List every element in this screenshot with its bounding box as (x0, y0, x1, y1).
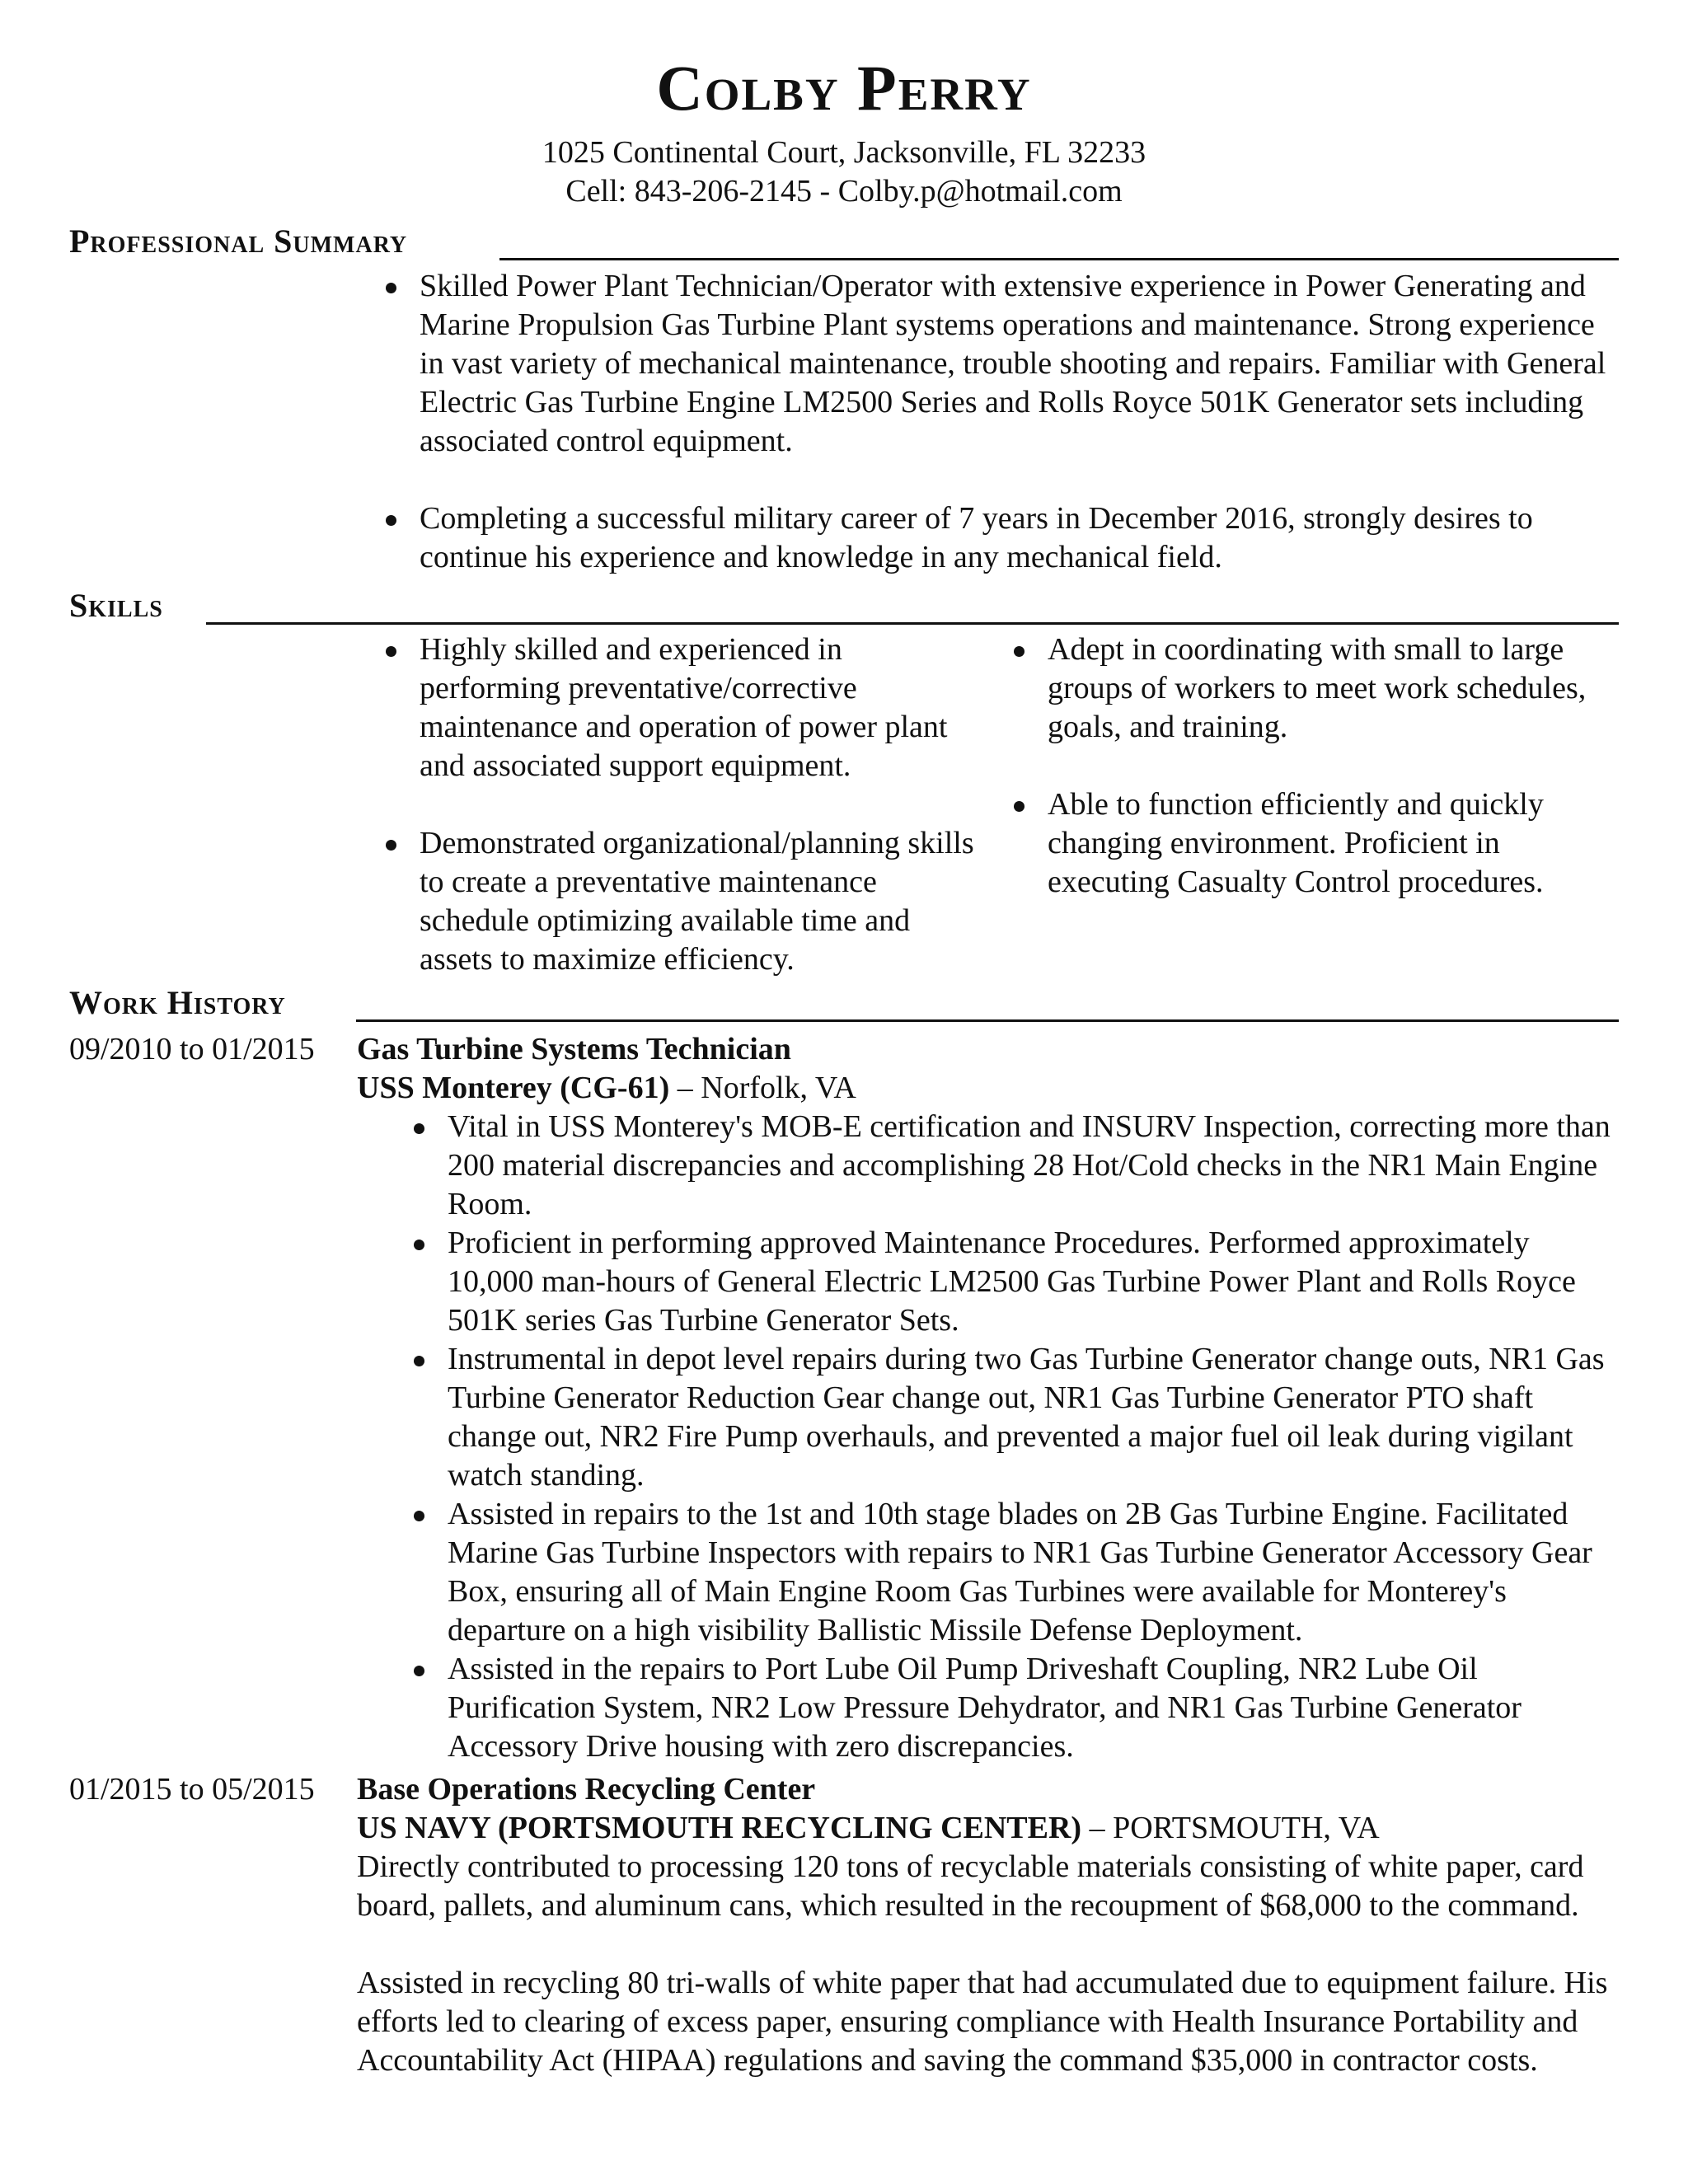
job-dates: 09/2010 to 01/2015 (69, 1032, 315, 1066)
skill-item: Able to function efficiently and quickly changing environment. Proficient in executing Casualty Control procedures. (1009, 785, 1619, 902)
job-bullet: Proficient in performing approved Maintenance Procedures. Performed approximately 10,000 man-hours of General Electric LM2500 Gas Turbine Power Plant and Rolls Royce 501K series Gas Turbine Generator Sets. (409, 1224, 1620, 1340)
job-bullet: Assisted in the repairs to Port Lube Oil Pump Driveshaft Coupling, NR2 Lube Oil Purification System, NR2 Low Pressure Dehydrator, and NR1 Gas Turbine Generator Accessory Drive housing with zero discrepancies. (409, 1650, 1620, 1766)
section-rule-skills (206, 622, 1619, 625)
candidate-name: Colby Perry (656, 52, 1032, 124)
job-location: – Norfolk, VA (669, 1071, 856, 1105)
skill-item: Highly skilled and experienced in performing preventative/corrective maintenance and operation of power plant and associated support equipment. (381, 630, 991, 785)
job-location: – PORTSMOUTH, VA (1081, 1811, 1380, 1845)
address: 1025 Continental Court, Jacksonville, FL 32233 (542, 135, 1146, 170)
job-title: Gas Turbine Systems Technician (357, 1032, 791, 1066)
section-title-skills: Skills (69, 587, 163, 624)
skill-item: Adept in coordinating with small to large groups of workers to meet work schedules, goals, and training. (1009, 630, 1619, 747)
job-bullet: Assisted in repairs to the 1st and 10th stage blades on 2B Gas Turbine Engine. Facilitated Marine Gas Turbine Inspectors with repairs to NR1 Gas Turbine Generator Accessory Gear Box, ensuring all of Main Engine Room Gas Turbines were available for Monterey's departure on a high visibility Ballistic Missile Defense Deployment. (409, 1495, 1620, 1650)
job-bullet-list (409, 1108, 1620, 1766)
job-bullet: Vital in USS Monterey's MOB-E certification and INSURV Inspection, correcting more than 200 material discrepancies and accomplishing 28 Hot/Cold checks in the NR1 Main Engine Room. (409, 1108, 1620, 1224)
job-description-paragraph: Assisted in recycling 80 tri-walls of white paper that had accumulated due to equipment failure. His efforts led to clearing of excess paper, ensuring compliance with Health Insurance Portability and Accountability Act (HIPAA) regulations and saving the command $35,000 in contractor costs. (357, 1966, 1608, 2078)
summary-item: Skilled Power Plant Technician/Operator with extensive experience in Power Generating and Marine Propulsion Gas Turbine Plant systems operations and maintenance. Strong experience in vast variety of mechanical maintenance, trouble shooting and repairs. Familiar with General Electric Gas Turbine Engine LM2500 Series and Rolls Royce 501K Generator sets including associated control equipment. (381, 267, 1617, 461)
section-title-summary: Professional Summary (69, 223, 408, 260)
job-employer: US NAVY (PORTSMOUTH RECYCLING CENTER) (357, 1811, 1082, 1845)
job-description-paragraph: Directly contributed to processing 120 tons of recyclable materials consisting of white paper, card board, pallets, and aluminum cans, which resulted in the recoupment of $68,000 to the command. (357, 1849, 1584, 1923)
section-rule-summary (499, 258, 1619, 260)
job-employer-line (357, 1809, 1380, 1848)
contact-info: Cell: 843-206-2145 - Colby.p@hotmail.com (565, 174, 1123, 209)
skills-column-2 (1009, 630, 1619, 902)
section-title-work-history: Work History (69, 984, 286, 1021)
job-dates: 01/2015 to 05/2015 (69, 1772, 315, 1807)
summary-item: Completing a successful military career of 7 years in December 2016, strongly desires to continue his experience and knowledge in any mechanical field. (381, 499, 1617, 577)
section-rule-work-history (356, 1019, 1619, 1022)
skills-column-1 (381, 630, 991, 979)
job-bullet: Instrumental in depot level repairs during two Gas Turbine Generator change outs, NR1 Gas Turbine Generator Reduction Gear change out, NR1 Gas Turbine Generator PTO shaft change out, NR2 Fire Pump overhauls, and prevented a major fuel oil leak during vigilant watch standing. (409, 1340, 1620, 1495)
job-employer-line (357, 1069, 856, 1108)
job-title: Base Operations Recycling Center (357, 1772, 816, 1807)
skill-item: Demonstrated organizational/planning skills to create a preventative maintenance schedule optimizing available time and assets to maximize efficiency. (381, 824, 991, 979)
summary-list (381, 267, 1617, 577)
job-employer: USS Monterey (CG-61) (357, 1071, 670, 1105)
